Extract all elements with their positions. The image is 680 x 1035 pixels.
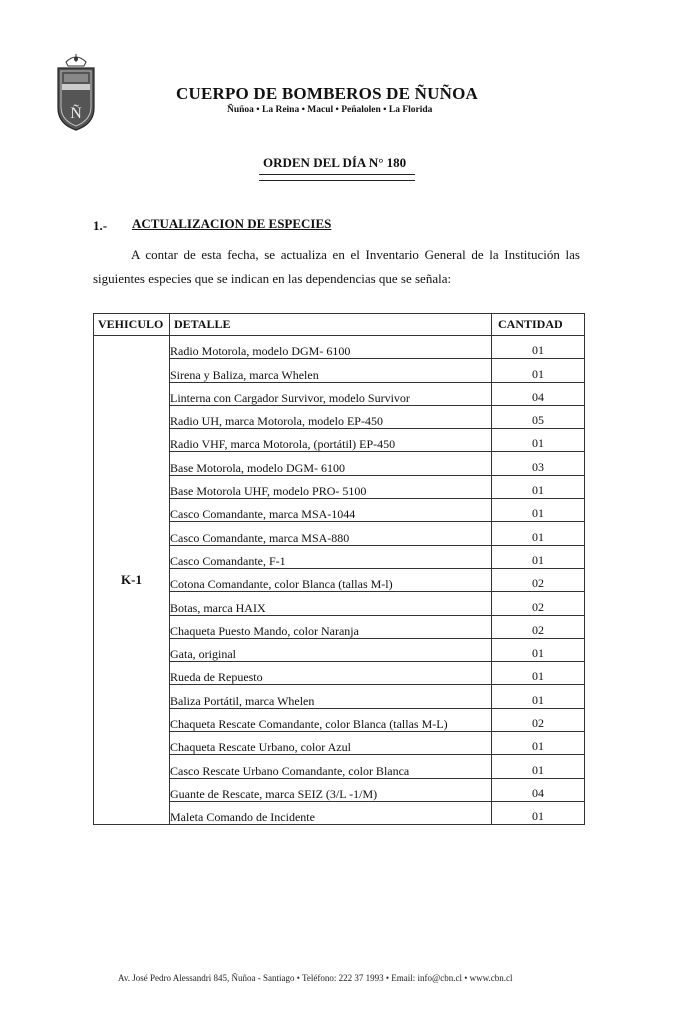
detail-cell: Baliza Portátil, marca Whelen: [170, 685, 492, 708]
detail-cell: Botas, marca HAIX: [170, 592, 492, 615]
fire-department-crest-icon: [52, 50, 100, 132]
quantity-cell: 04: [492, 778, 585, 801]
quantity-cell: 01: [492, 336, 585, 359]
detail-cell: Chaqueta Rescate Urbano, color Azul: [170, 732, 492, 755]
quantity-cell: 01: [492, 499, 585, 522]
detail-cell: Linterna con Cargador Survivor, modelo Survivor: [170, 382, 492, 405]
quantity-cell: 03: [492, 452, 585, 475]
detail-cell: Base Motorola, modelo DGM- 6100: [170, 452, 492, 475]
quantity-cell: 01: [492, 732, 585, 755]
header-vehicle: VEHICULO: [94, 314, 170, 336]
quantity-cell: 01: [492, 755, 585, 778]
quantity-cell: 01: [492, 638, 585, 661]
detail-cell: Casco Comandante, marca MSA-1044: [170, 499, 492, 522]
title-underline: [259, 174, 415, 181]
inventory-table: [93, 313, 585, 825]
vehicle-cell: K-1: [94, 336, 170, 825]
header-quantity: CANTIDAD: [492, 314, 585, 336]
order-title: ORDEN DEL DÍA N° 180: [263, 155, 407, 170]
section-number: 1.-: [93, 218, 108, 233]
header-detail: DETALLE: [170, 314, 492, 336]
quantity-cell: 01: [492, 359, 585, 382]
detail-cell: Radio VHF, marca Motorola, (portátil) EP-450: [170, 429, 492, 452]
quantity-cell: 02: [492, 568, 585, 591]
detail-cell: Casco Comandante, F-1: [170, 545, 492, 568]
quantity-cell: 01: [492, 662, 585, 685]
quantity-cell: 02: [492, 708, 585, 731]
detail-cell: Sirena y Baliza, marca Whelen: [170, 359, 492, 382]
quantity-cell: 01: [492, 429, 585, 452]
quantity-cell: 05: [492, 405, 585, 428]
intro-paragraph: A contar de esta fecha, se actualiza en el Inventario General de la Institución las siguientes especies que se indican en las dependencias que se señala:: [93, 247, 580, 286]
detail-cell: Guante de Rescate, marca SEIZ (3/L -1/M): [170, 778, 492, 801]
footer-contact: Av. José Pedro Alessandri 845, Ñuñoa - Santiago • Teléfono: 222 37 1993 • Email: info@cbn.cl • www.cbn.cl: [118, 973, 513, 983]
quantity-cell: 01: [492, 545, 585, 568]
quantity-cell: 02: [492, 592, 585, 615]
table-header-row: [94, 314, 585, 336]
detail-cell: Cotona Comandante, color Blanca (tallas M-l): [170, 568, 492, 591]
quantity-cell: 01: [492, 475, 585, 498]
section-title: ACTUALIZACION DE ESPECIES: [132, 216, 332, 231]
communes-subtitle: Ñuñoa • La Reina • Macul • Peñalolen • La Florida: [227, 105, 433, 115]
quantity-cell: 02: [492, 615, 585, 638]
detail-cell: Chaqueta Rescate Comandante, color Blanca (tallas M-L): [170, 708, 492, 731]
organization-name: CUERPO DE BOMBEROS DE ÑUÑOA: [176, 84, 478, 103]
detail-cell: Casco Comandante, marca MSA-880: [170, 522, 492, 545]
detail-cell: Rueda de Repuesto: [170, 662, 492, 685]
quantity-cell: 01: [492, 801, 585, 824]
detail-cell: Radio UH, marca Motorola, modelo EP-450: [170, 405, 492, 428]
inventory-body: [94, 336, 585, 825]
quantity-cell: 04: [492, 382, 585, 405]
svg-text:Ñ: Ñ: [70, 105, 82, 122]
detail-cell: Radio Motorola, modelo DGM- 6100: [170, 336, 492, 359]
detail-cell: Gata, original: [170, 638, 492, 661]
detail-cell: Maleta Comando de Incidente: [170, 801, 492, 824]
detail-cell: Chaqueta Puesto Mando, color Naranja: [170, 615, 492, 638]
quantity-cell: 01: [492, 685, 585, 708]
detail-cell: Base Motorola UHF, modelo PRO- 5100: [170, 475, 492, 498]
table-row: [94, 336, 585, 359]
detail-cell: Casco Rescate Urbano Comandante, color Blanca: [170, 755, 492, 778]
quantity-cell: 01: [492, 522, 585, 545]
